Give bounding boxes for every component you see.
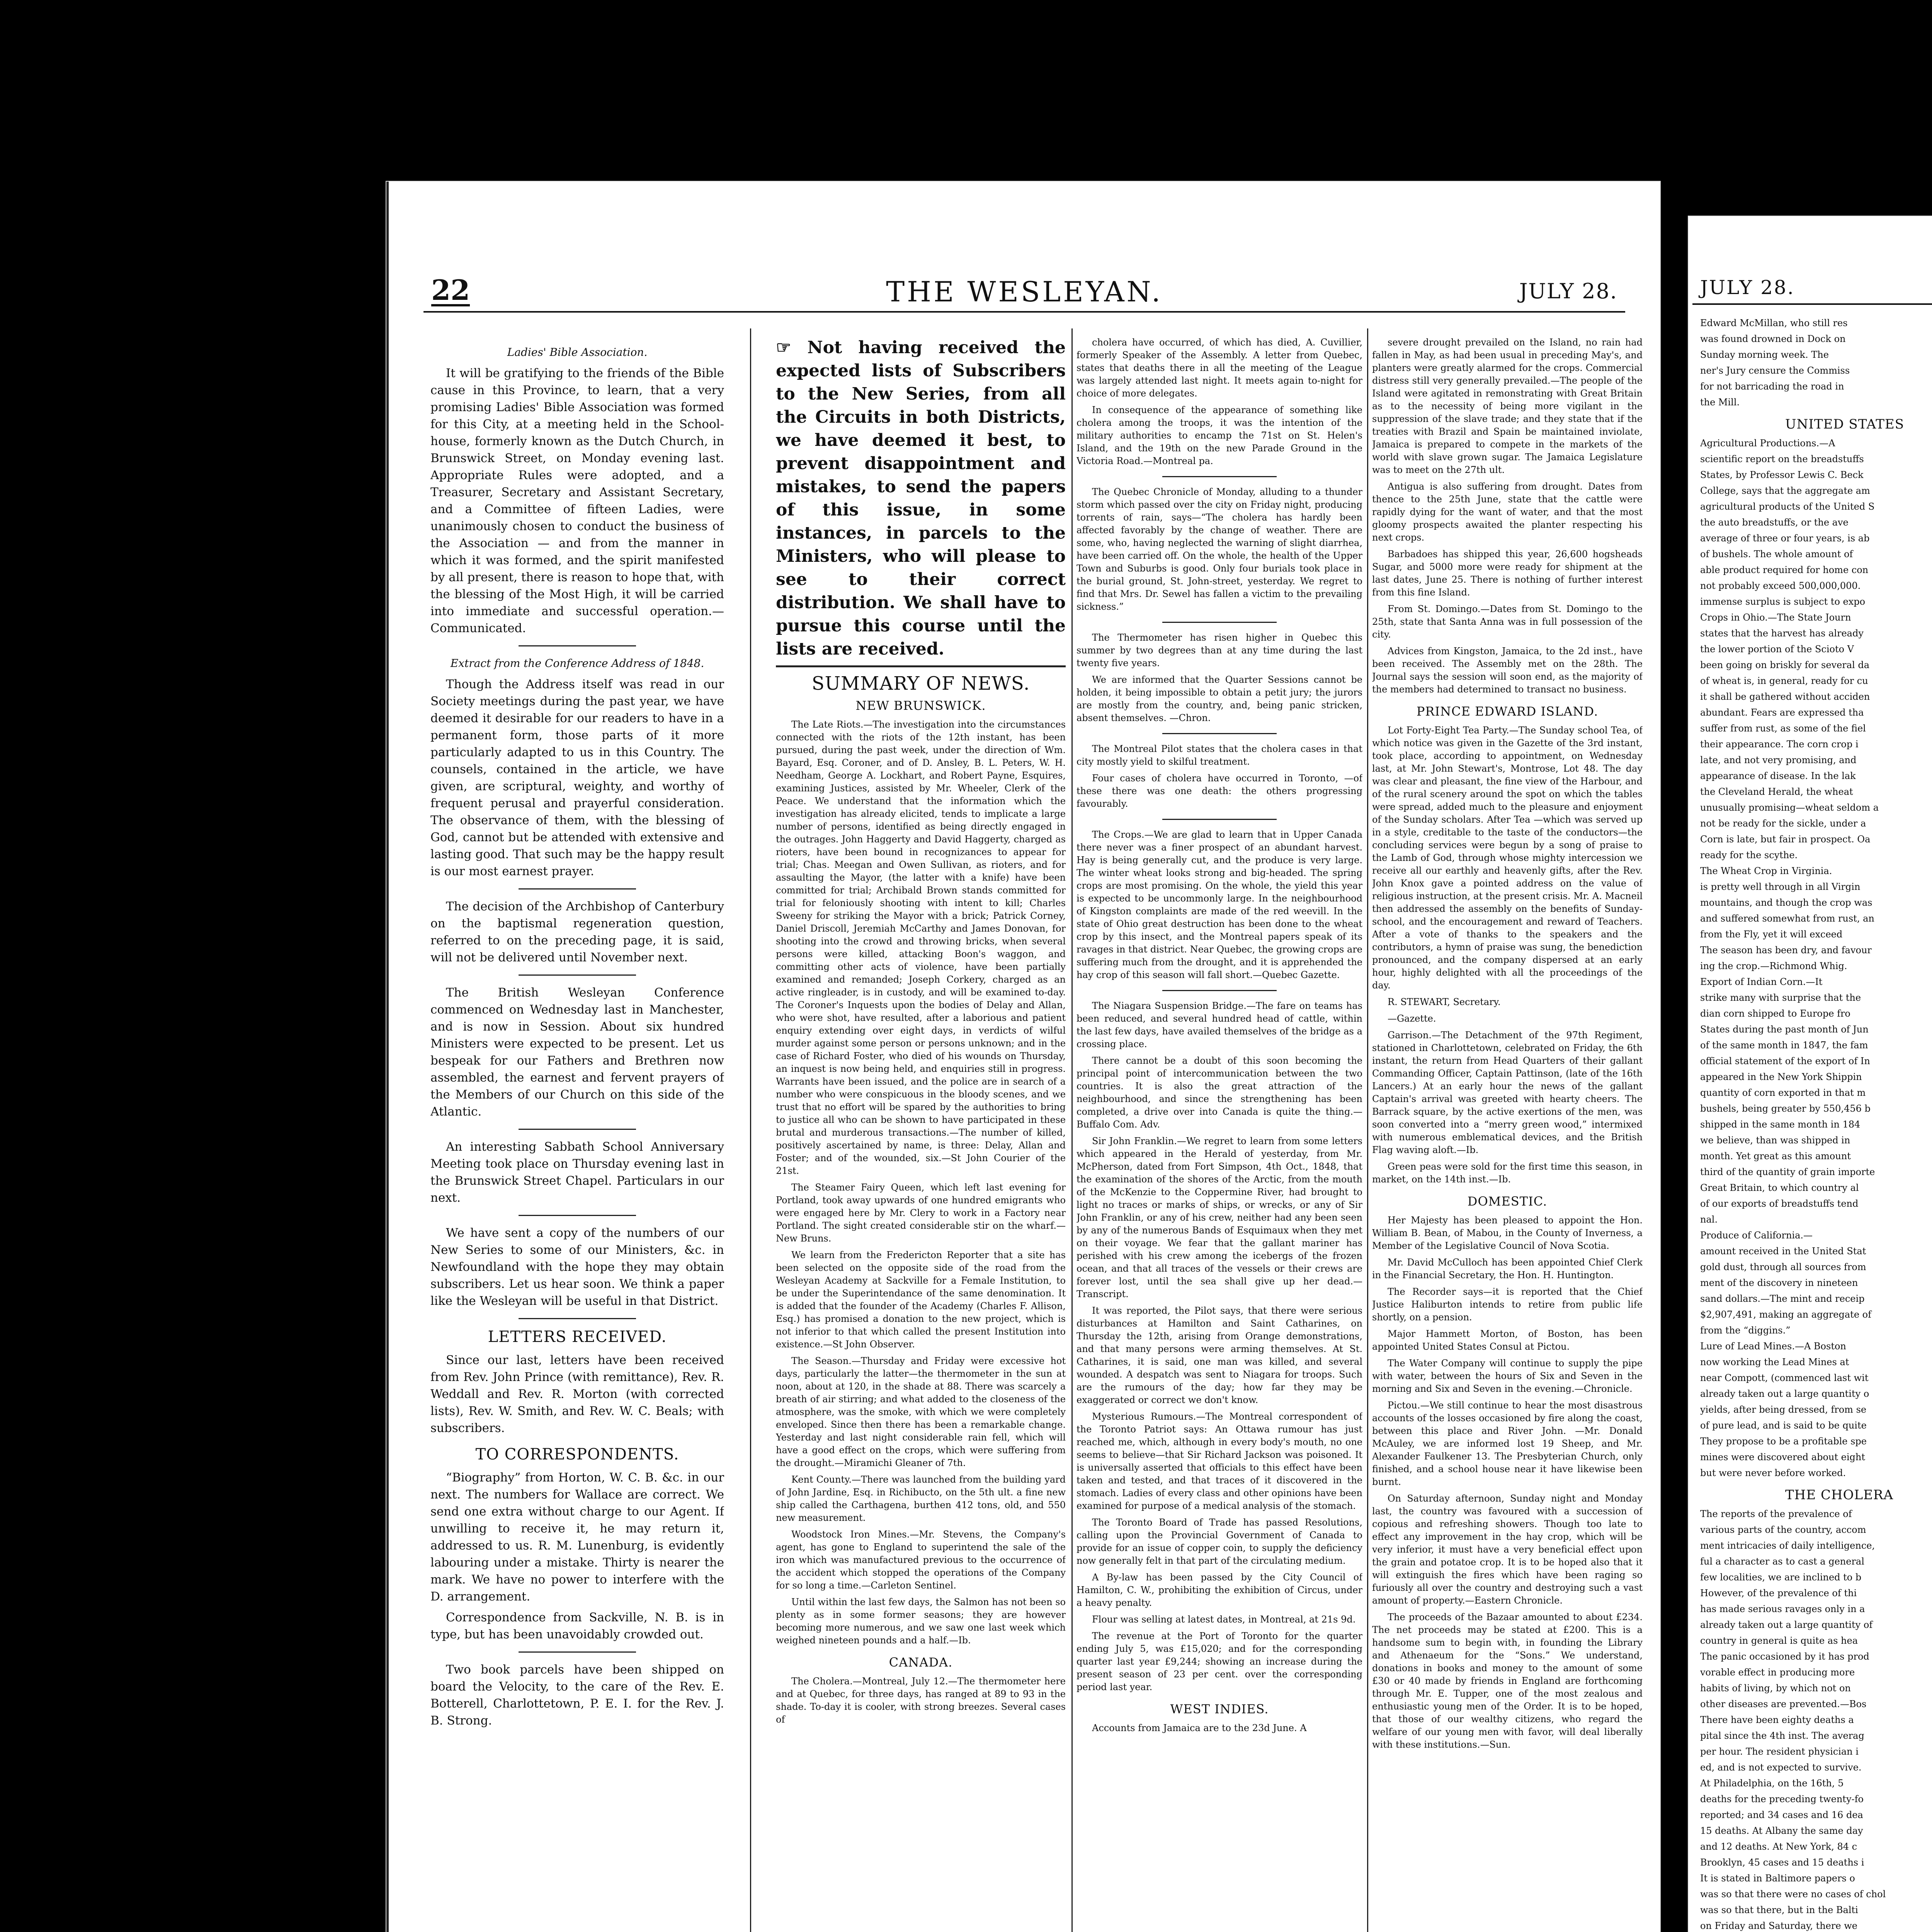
article-paragraph: deaths for the preceding twenty-fo xyxy=(1700,1794,1864,1804)
section-heading: CANADA. xyxy=(889,1655,953,1670)
article-paragraph: already taken out a large quantity o xyxy=(1700,1388,1869,1399)
article-heading: Extract from the Conference Address of 1848. xyxy=(450,657,704,670)
article-paragraph: for not barricading the road in xyxy=(1700,381,1844,392)
article-paragraph: the lower portion of the Scioto V xyxy=(1700,644,1854,655)
article-paragraph: per hour. The resident physician i xyxy=(1700,1746,1859,1757)
article-paragraph: Advices from Kingston, Jamaica, to the 2d inst., have been received. The Assembly met on the 28th. The Journal says the session will soon end, as the majority of the members had determined to transact no business. xyxy=(1372,646,1643,695)
article-paragraph: ment of the discovery in nineteen xyxy=(1700,1277,1858,1288)
article-paragraph: from the Fly, yet it will exceed xyxy=(1700,929,1843,940)
article-paragraph: average of three or four years, is ab xyxy=(1700,533,1870,544)
article-paragraph: was so that there, but in the Balti xyxy=(1700,1905,1858,1915)
article-paragraph: is pretty well through in all Virgin xyxy=(1700,881,1861,892)
article-paragraph: The proceeds of the Bazaar amounted to about £234. The net proceeds may be stated at £200. This is a handsome sum to begin with, in founding the Library and Athenaeum for the “Sons.” We understand, donations in books and money to the amount of some £30 or 40 made by friends in England are forthcoming through Mr. E. Tupper, one of the most zealous and enthusiastic young men of the Order. It is to be hoped, that those of our wealthy citizens, who regard the welfare of our young men with favor, will deal liberally with these institutions.—Sun. xyxy=(1372,1612,1643,1750)
article-paragraph: of pure lead, and is said to be quite xyxy=(1700,1420,1867,1431)
article-paragraph: Produce of California.— xyxy=(1700,1230,1813,1241)
article-paragraph: Pictou.—We still continue to hear the most disastrous accounts of the losses occasioned by fire along the coast, between this place and River John. —Mr. Donald McAuley, we are informed lost 19 Sheep, and Mr. Alexander Faulkener 13. The Presbyterian Church, only finished, and a school house near it have likewise been burnt. xyxy=(1372,1400,1643,1487)
article-paragraph: Though the Address itself was read in our Society meetings during the past year, we have deemed it desirable for our readers to have in a permanent form, those parts of it more particularly adapted to us in this Country. The counsels, contained in the article, we have given, are scriptural, weighty, and worthy of frequent perusal and prayerful consideration. The observance of them, with the blessing of God, cannot but be attended with extensive and lasting good. That such may be the happy result is our most earnest prayer. xyxy=(430,677,724,878)
article-paragraph: we believe, than was shipped in xyxy=(1700,1135,1850,1146)
page-number: 22 xyxy=(431,274,470,306)
newspaper-page xyxy=(386,182,1660,1932)
article-paragraph: Woodstock Iron Mines.—Mr. Stevens, the Company's agent, has gone to England to superintend the sale of the iron which was manufactured previous to the occurrence of the accident which stopped the operations of the Company for so long a time.—Carleton Sentinel. xyxy=(776,1529,1066,1591)
article-paragraph: near Compott, (commenced last wit xyxy=(1700,1372,1869,1383)
article-paragraph: The reports of the prevalence of xyxy=(1700,1509,1852,1519)
article-paragraph: The revenue at the Port of Toronto for the quarter ending July 5, was £15,020; and for the corresponding quarter last year £9,244; showing an increase during the present season of 23 per cent. over the corresponding period last year. xyxy=(1077,1631,1362,1692)
article-paragraph: R. STEWART, Secretary. xyxy=(1388,997,1501,1007)
article-paragraph: From St. Domingo.—Dates from St. Domingo to the 25th, state that Santa Anna was in full possession of the city. xyxy=(1372,604,1643,640)
separator xyxy=(519,1651,636,1653)
article-paragraph: appearance of disease. In the lak xyxy=(1700,770,1856,781)
article-paragraph: The Wheat Crop in Virginia. xyxy=(1700,866,1832,876)
article-paragraph: Brooklyn, 45 cases and 15 deaths i xyxy=(1700,1857,1864,1868)
article-paragraph: ful a character as to cast a general xyxy=(1700,1556,1864,1567)
article-paragraph: ed, and is not expected to survive. xyxy=(1700,1762,1862,1773)
article-paragraph: Green peas were sold for the first time this season, in market, on the 14th inst.—Ib. xyxy=(1372,1161,1643,1185)
article-paragraph: Flour was selling at latest dates, in Montreal, at 21s 9d. xyxy=(1092,1614,1356,1625)
article-paragraph: An interesting Sabbath School Anniversary Meeting took place on Thursday evening last in the Brunswick Street Chapel. Particulars in our next. xyxy=(430,1140,724,1205)
article-paragraph: It was reported, the Pilot says, that there were serious disturbances at Hamilton and Saint Catharines, on Thursday the 12th, arising from Orange demonstrations, and that many persons were arming themselves. At St. Catharines, it is said, one man was killed, and several wounded. A despatch was sent to Niagara for troops. Such are the rumours of the day; how far they may be exaggerated or correct we don't know. xyxy=(1077,1305,1362,1405)
article-paragraph: Agricultural Productions.—A xyxy=(1700,438,1835,449)
article-paragraph: States during the past month of Jun xyxy=(1700,1024,1869,1035)
article-paragraph: $2,907,491, making an aggregate of xyxy=(1700,1309,1871,1320)
article-paragraph: nal. xyxy=(1700,1214,1718,1225)
article-paragraph: on Friday and Saturday, there we xyxy=(1700,1920,1857,1931)
article-paragraph: their appearance. The corn crop i xyxy=(1700,739,1859,750)
article-paragraph: Mr. David McCulloch has been appointed Chief Clerk in the Financial Secretary, the Hon. H. Huntington. xyxy=(1372,1257,1643,1281)
article-paragraph: Crops in Ohio.—The State Journ xyxy=(1700,612,1851,623)
article-paragraph: few localities, we are inclined to b xyxy=(1700,1572,1862,1583)
article-paragraph: States, by Professor Lewis C. Beck xyxy=(1700,469,1864,480)
header-rule xyxy=(423,311,1625,313)
article-paragraph: the Mill. xyxy=(1700,397,1740,408)
article-paragraph: able product required for home con xyxy=(1700,565,1869,575)
article-paragraph: Edward McMillan, who still res xyxy=(1700,318,1848,328)
separator xyxy=(1162,819,1277,820)
article-paragraph: official statement of the export of In xyxy=(1700,1056,1870,1066)
article-paragraph: and 12 deaths. At New York, 84 c xyxy=(1700,1841,1857,1852)
separator xyxy=(519,1215,636,1216)
article-paragraph: The decision of the Archbishop of Canterbury on the baptismal regeneration question, referred to on the preceding page, it is said, will not be delivered until November next. xyxy=(430,900,724,964)
article-heading: Ladies' Bible Association. xyxy=(507,346,648,359)
article-paragraph: The British Wesleyan Conference commenced on Wednesday last in Manchester, and is now in Session. About six hundred Ministers were expected to be present. Let us bespeak for our Fathers and Brethren now assembled, the earnest and fervent prayers of the Members of our Church on this side of the Atlantic. xyxy=(430,986,724,1119)
article-paragraph: country in general is quite as hea xyxy=(1700,1635,1858,1646)
section-heading: DOMESTIC. xyxy=(1467,1194,1548,1209)
column-2 xyxy=(776,336,1066,1932)
article-paragraph: strike many with surprise that the xyxy=(1700,992,1861,1003)
summary-title: SUMMARY OF NEWS. xyxy=(811,673,1030,694)
article-paragraph: of our exports of breadstuffs tend xyxy=(1700,1198,1859,1209)
article-paragraph: The Niagara Suspension Bridge.—The fare on teams has been reduced, and several hundred head of cattle, within the last few days, have availed themselves of the bridge as a crossing place. xyxy=(1077,1000,1362,1049)
article-paragraph: mines were discovered about eight xyxy=(1700,1452,1865,1463)
column-2-articles xyxy=(776,699,1066,1726)
article-paragraph: ready for the scythe. xyxy=(1700,850,1798,861)
article-paragraph: Sunday morning week. The xyxy=(1700,349,1829,360)
article-paragraph: Export of Indian Corn.—It xyxy=(1700,976,1823,987)
article-paragraph: amount received in the United Stat xyxy=(1700,1246,1866,1257)
column-divider xyxy=(1071,328,1073,1932)
article-paragraph: 15 deaths. At Albany the same day xyxy=(1700,1825,1863,1836)
section-heading: NEW BRUNSWICK. xyxy=(855,698,986,713)
article-paragraph: College, says that the aggregate am xyxy=(1700,485,1870,496)
article-paragraph: unusually promising—wheat seldom a xyxy=(1700,802,1879,813)
section-heading: THE CHOLERA xyxy=(1785,1487,1894,1503)
article-paragraph: agricultural products of the United S xyxy=(1700,501,1875,512)
article-paragraph: Two book parcels have been shipped on board the Velocity, to the care of the Rev. E. Botterell, Charlottetown, P. E. I. for the Rev. J. B. Strong. xyxy=(430,1663,724,1728)
article-paragraph: Accounts from Jamaica are to the 23d June. A xyxy=(1092,1723,1307,1733)
article-paragraph: A By-law has been passed by the City Council of Hamilton, C. W., prohibiting the exhibition of Circus, under a heavy penalty. xyxy=(1077,1572,1362,1608)
article-paragraph: late, and not very promising, and xyxy=(1700,755,1857,765)
article-paragraph: Her Majesty has been pleased to appoint the Hon. William B. Bean, of Mabou, in the County of Inverness, a Member of the Legislative Council of Nova Scotia. xyxy=(1372,1215,1643,1251)
article-paragraph: Lot Forty-Eight Tea Party.—The Sunday school Tea, of which notice was given in the Gazette of the 3rd instant, took place, according to appointment, on Wednesday last, at Mr. John Stewart's, Montrose, Lot 48. The day was clear and pleasant, the fine view of the Harbour, and of the rural scenery around the spot on which the tables were spread, added much to the pleasure and enjoyment of the Sunday scholars. After Tea —which was served up in a style, creditable to the taste of the conductors—the concluding services were begun by a song of praise to the Lamb of God, through whose mighty intercession we receive all our earthly and heavenly gifts, after the Rev. John Knox gave a pointed address on the value of religious instruction, at the present crisis. Mr. A. Macneil then addressed the assembly on the benefits of Sunday-school, and the encouragement and reward of Teachers. After a vote of thanks to the speakers and the contributors, a hymn of praise was sung, the benediction pronounced, and the company dispersed at an early hour, highly delighted with all the proceedings of the day. xyxy=(1372,725,1643,991)
section-heading: UNITED STATES xyxy=(1785,417,1904,432)
article-paragraph: was so that there were no cases of chol xyxy=(1700,1889,1886,1900)
article-paragraph: Kent County.—There was launched from the building yard of John Jardine, Esq. in Richibucto, on the 5th ult. a fine new ship called the Carthagena, burthen 412 tons, old, and 550 new measurement. xyxy=(776,1474,1066,1523)
article-paragraph: appeared in the New York Shippin xyxy=(1700,1071,1862,1082)
article-paragraph: There have been eighty deaths a xyxy=(1700,1714,1854,1725)
separator xyxy=(519,1318,636,1319)
article-paragraph: Major Hammett Morton, of Boston, has been appointed United States Consul at Pictou. xyxy=(1372,1328,1643,1352)
article-paragraph: Great Britain, to which country al xyxy=(1700,1182,1859,1193)
article-paragraph: Correspondence from Sackville, N. B. is in type, but has been unavoidably crowded out. xyxy=(430,1611,724,1641)
article-paragraph: yields, after being dressed, from se xyxy=(1700,1404,1867,1415)
article-paragraph: However, of the prevalence of thi xyxy=(1700,1588,1857,1599)
header-rule xyxy=(1692,303,1932,305)
adjacent-page-column xyxy=(1700,317,1932,1932)
article-paragraph: The Steamer Fairy Queen, which left last evening for Portland, took away upwards of one hundred emigrants who were engaged here by Mr. Clery to work in a Factory near Portland. The sight created considerable stir on the wharf.—New Bruns. xyxy=(776,1182,1066,1244)
column-3 xyxy=(1077,336,1362,1932)
article-paragraph: the auto breadstuffs, or the ave xyxy=(1700,517,1849,528)
article-paragraph: reported; and 34 cases and 16 dea xyxy=(1700,1810,1863,1820)
article-paragraph: It will be gratifying to the friends of the Bible cause in this Province, to learn, that a very promising Ladies' Bible Association was formed for this City, at a meeting held in the School-house, formerly known as the Dutch Church, in Brunswick Street, on Monday evening last. Appropriate Rules were adopted, and a Treasurer, Secretary and Assistant Secretary, and a Committee of fifteen Ladies, were unanimously chosen to conduct the business of the Association — and from the manner in which it was formed, and the spirit manifested by all present, there is reason to hope that, with the blessing of the Most High, it will be carried into immediate and successful operation.—Communicated. xyxy=(430,366,724,635)
article-paragraph: The Crops.—We are glad to learn that in Upper Canada there never was a finer prospect of an abundant harvest. Hay is being generally cut, and the produce is very large. The winter wheat looks strong and big-headed. The spring crops are most promising. On the whole, the yield this year is expected to be uncommonly large. In the neighbourhood of Kingston complaints are made of the red weevill. In the state of Ohio great destruction has been done to the wheat crop by this insect, and the Montreal papers speak of its ravages in that district. Near Quebec, the growing crops are suffering much from the drought, and it is apprehended the hay crop of this season will fall short.—Quebec Gazette. xyxy=(1077,829,1362,980)
section-heading: PRINCE EDWARD ISLAND. xyxy=(1416,704,1599,719)
article-paragraph: Barbadoes has shipped this year, 26,600 hogsheads Sugar, and 5000 more were ready for shipment at the last dates, June 25. There is nothing of further interest from this fine Island. xyxy=(1372,549,1643,598)
article-paragraph: and suffered somewhat from rust, an xyxy=(1700,913,1874,924)
article-paragraph: the Cleveland Herald, the wheat xyxy=(1700,786,1853,797)
separator xyxy=(1162,476,1277,477)
article-paragraph: immense surplus is subject to expo xyxy=(1700,596,1866,607)
separator xyxy=(519,1129,636,1130)
article-paragraph: Sir John Franklin.—We regret to learn from some letters which appeared in the Herald of yesterday, from Mr. McPherson, dated from Fort Simpson, 4th Oct., 1848, that the examination of the shores of the Arctic, from the mouth of the McKenzie to the Coppermine River, had brought to light no traces or marks of ships, or wrecks, or any of Sir John Franklin, or any of his crew, neither had any been seen by any of the numerous Bands of Esquimaux when they met on their voyage. We fear that the gallant mariner has perished with his crew among the icebergs of the frozen ocean, and that all traces of the vessels or their crews are forever lost, until the sea shall give up her dead.—Transcript. xyxy=(1077,1136,1362,1299)
article-paragraph: scientific report on the breadstuffs xyxy=(1700,454,1864,464)
adjacent-page xyxy=(1689,216,1932,1932)
article-paragraph: not probably exceed 500,000,000. xyxy=(1700,580,1861,591)
column-divider xyxy=(750,328,751,1932)
article-paragraph: The Late Riots.—The investigation into the circumstances connected with the riots of the 12th instant, has been pursued, during the past week, under the direction of Wm. Bayard, Esq. Coroner, and of D. Ansley, B. L. Peters, W. H. Needham, George A. Lockhart, and Robert Payne, Esquires, examining Justices, assisted by Mr. Wheeler, Clerk of the Peace. We understand that the information which the investigation has already elicited, tends to implicate a large number of persons, identified as being directly engaged in the outrages. John Haggerty and David Haggerty, charged as rioters, have been bound in recognizances to appear for trial; Chas. Meegan and Owen Sullivan, as rioters, and for assaulting the Mayor, (the latter with a knife) have been committed for trial; Archibald Brown stands committed for trial for feloniously shooting with intent to kill; Charles Sweeny for striking the Mayor with a brick; Patrick Corney, Daniel Driscoll, Jeremiah McCarthy and James Donovan, for shooting into the crowd and throwing bricks, when several persons were killed, attacking Boon's waggon, and committing other acts of violence, have been partially examined and remanded; Joseph Corkery, charged as an active ringleader, is in custody, and will be examined to-day. The Coroner's Inquests upon the bodies of Delay and Allan, who were shot, have resulted, after a laborious and patient enquiry extending over eight days, in verdicts of wilful murder against some person or persons unknown; and in the case of Richard Foster, who died of his wounds on Thursday, an inquest is now being held, and enquiries still in progress. Warrants have been issued, and the police are in search of a number who were conspicuous in the bloody scenes, and we trust that no effort will be spared by the authorities to bring to justice all who can be shown to have participated in these brutal and murderous transactions.—The number of killed, positively ascertained by name, is three: Delay, Allan and Foster; and of the wounded, six.—St John Courier of the 21st. xyxy=(776,719,1066,1176)
article-paragraph: severe drought prevailed on the Island, no rain had fallen in May, as had been usual in preceding May's, and planters were greatly alarmed for the crops. Commercial distress still very generally prevailed.—The people of the Island were agitated in remonstrating with Great Britain as to the necessity of being more vigilant in the suppression of the slave trade; and they state that if the treaties with Brazil and Spain be maintained inviolate, Jamaica is prepared to compete in the markets of the world with slave grown sugar. The Jamaica Legislature was to meet on the 27th ult. xyxy=(1372,337,1643,475)
article-paragraph: but were never before worked. xyxy=(1700,1468,1846,1478)
separator xyxy=(1162,622,1277,623)
column-4 xyxy=(1372,336,1643,1932)
article-paragraph: gold dust, through all sources from xyxy=(1700,1262,1866,1272)
article-paragraph: already taken out a large quantity of xyxy=(1700,1619,1873,1630)
article-paragraph: We are informed that the Quarter Sessions cannot be holden, it being impossible to obtain a petit jury; the jurors are mostly from the country, and, being panic stricken, absent themselves. —Chron. xyxy=(1077,674,1362,723)
article-paragraph: The Season.—Thursday and Friday were excessive hot days, particularly the latter—the thermometer in the sun at noon, about at 120, in the shade at 88. There was scarcely a breath of air stirring; and what added to the closeness of the atmosphere, was the smoke, with which we were completely enveloped. Since then there has been a remarkable change. Yesterday and last night considerable rain fell, which will have a good effect on the crops, which were suffering from the drought.—Miramichi Gleaner of 7th. xyxy=(776,1355,1066,1468)
article-paragraph: ing the crop.—Richmond Whig. xyxy=(1700,961,1847,971)
separator xyxy=(1162,990,1277,991)
article-paragraph: —Gazette. xyxy=(1388,1013,1436,1024)
subscribers-notice: ☞ Not having received the expected lists of Subscribers to the New Series, from all the Circuits in both Districts, we have deemed it best, to prevent disappointment and mistakes, to send the papers of this issue, in some instances, in parcels to the Ministers, who will please to see to their correct distribution. We shall have to pursue this course until the lists are received. xyxy=(776,338,1066,659)
article-paragraph: The panic occasioned by it has prod xyxy=(1700,1651,1869,1662)
article-paragraph: of wheat is, in general, ready for cu xyxy=(1700,675,1868,686)
article-paragraph: suffer from rust, as some of the fiel xyxy=(1700,723,1866,734)
article-paragraph: was found drowned in Dock on xyxy=(1700,333,1846,344)
article-paragraph: The season has been dry, and favour xyxy=(1700,945,1872,956)
article-paragraph: The Quebec Chronicle of Monday, alluding to a thunder storm which passed over the city on Friday night, producing torrents of rain, says—“The cholera has hardly been affected favorably by the change of weather. There are some, who, having neglected the warning of slight diarrhea, have been carried off. On the whole, the health of the Upper Town and Suburbs is good. Only four burials took place in the burial ground, St. John-street, yesterday. We regret to find that Mrs. Dr. Sewel has fallen a victim to the prevailing sickness.” xyxy=(1077,486,1362,612)
separator xyxy=(519,888,636,889)
separator xyxy=(1162,733,1277,734)
newspaper-title: THE WESLEYAN. xyxy=(886,276,1163,308)
article-paragraph: The Toronto Board of Trade has passed Resolutions, calling upon the Provincial Government of Canada to provide for an issue of copper coin, to supply the deficiency now generally felt in that part of the circulating medium. xyxy=(1077,1517,1362,1566)
column-1 xyxy=(430,336,724,1932)
article-paragraph: not be ready for the sickle, under a xyxy=(1700,818,1866,829)
separator xyxy=(519,645,636,646)
article-paragraph: it shall be gathered without acciden xyxy=(1700,691,1870,702)
article-paragraph: now working the Lead Mines at xyxy=(1700,1357,1849,1367)
article-paragraph: The Recorder says—it is reported that the Chief Justice Haliburton intends to retire from public life shortly, on a pension. xyxy=(1372,1286,1643,1323)
section-heading: TO CORRESPONDENTS. xyxy=(475,1446,679,1463)
article-paragraph: The Montreal Pilot states that the cholera cases in that city mostly yield to skilful treatment. xyxy=(1077,743,1362,767)
article-paragraph: They propose to be a profitable spe xyxy=(1700,1436,1867,1447)
masthead xyxy=(431,274,1617,308)
article-paragraph: Mysterious Rumours.—The Montreal correspondent of the Toronto Patriot says: An Ottawa rumour has just reached me, which, although in every body's mouth, no one seems to believe—that Sir Richard Jackson was poisoned. It is universally asserted that officials to this effect have been taken and tested, and that traces of it discovered in the stomach. Ladies of every class and other opinions have been examined for purpose of a medical analysis of the stomach. xyxy=(1077,1411,1362,1511)
adjacent-page-date: JULY 28. xyxy=(1700,276,1795,299)
article-paragraph: shipped in the same month in 184 xyxy=(1700,1119,1861,1130)
article-paragraph: The Water Company will continue to supply the pipe with water, between the hours of Six and Seven in the morning and Six and Seven in the evening.—Chronicle. xyxy=(1372,1358,1643,1394)
article-paragraph: other diseases are prevented.—Bos xyxy=(1700,1699,1867,1709)
issue-date: JULY 28. xyxy=(1519,279,1617,303)
separator xyxy=(776,665,1066,667)
article-paragraph: We have sent a copy of the numbers of our New Series to some of our Ministers, &c. in Newfoundland with the hope they may obtain subscribers. Let us hear soon. We think a paper like the Wesleyan will be useful in that District. xyxy=(430,1226,724,1308)
article-paragraph: Four cases of cholera have occurred in Toronto, —of these there was one death: the others progressing favourably. xyxy=(1077,773,1362,809)
article-paragraph: vorable effect in producing more xyxy=(1700,1667,1855,1678)
article-paragraph: Since our last, letters have been received from Rev. John Prince (with remittance), Rev. R. Weddall and Rev. R. Morton (with corrected lists), Rev. W. Smith, and Rev. W. C. Beals; with subscribers. xyxy=(430,1353,724,1435)
section-heading: WEST INDIES. xyxy=(1170,1702,1269,1716)
column-divider xyxy=(1367,328,1368,1932)
separator xyxy=(519,975,636,976)
article-paragraph: The Thermometer has risen higher in Quebec this summer by two degrees than at any time during the last twenty five years. xyxy=(1077,632,1362,668)
article-paragraph: We learn from the Fredericton Reporter that a site has been selected on the opposite side of the road from the Wesleyan Academy at Sackville for a Female Institution, to be under the Superintendance of the same denomination. It is added that the founder of the Academy (Charles F. Allison, Esq.) has promised a donation to the new project, which is not inferior to that which called the present Institution into existence.—St John Observer. xyxy=(776,1250,1066,1350)
article-paragraph: abundant. Fears are expressed tha xyxy=(1700,707,1864,718)
article-paragraph: ment intricacies of daily intelligence, xyxy=(1700,1540,1875,1551)
article-paragraph: third of the quantity of grain importe xyxy=(1700,1167,1875,1177)
article-paragraph: has made serious ravages only in a xyxy=(1700,1604,1865,1614)
article-paragraph: Garrison.—The Detachment of the 97th Regiment, stationed in Charlottetown, celebrated on Friday, the 6th instant, the return from Head Quarters of their gallant Commanding Officer, Captain Pattinson, (late of the 16th Lancers.) At an early hour the news of the gallant Captain's arrival was greeted with hearty cheers. The Barrack square, by the active exertions of the men, was soon converted into a “merry green wood,” intermixed with numerous emblematical devices, and the British Flag waving aloft.—Ib. xyxy=(1372,1030,1643,1155)
article-paragraph: been going on briskly for several da xyxy=(1700,660,1870,670)
article-paragraph: quantity of corn exported in that m xyxy=(1700,1087,1866,1098)
article-paragraph: bushels, being greater by 550,456 b xyxy=(1700,1103,1871,1114)
article-paragraph: dian corn shipped to Europe fro xyxy=(1700,1008,1850,1019)
article-paragraph: The Cholera.—Montreal, July 12.—The thermometer here and at Quebec, for three days, has ranged at 89 to 93 in the shade. To-day it is cooler, with strong breezes. Several cases of xyxy=(776,1676,1066,1725)
article-paragraph: pital since the 4th inst. The averag xyxy=(1700,1730,1864,1741)
article-paragraph: In consequence of the appearance of something like cholera among the troops, it was the intention of the military authorities to encamp the 71st on St. Helen's Island, and the 19th on the new Parade Ground in the Victoria Road.—Montreal pa. xyxy=(1077,405,1362,466)
article-paragraph: On Saturday afternoon, Sunday night and Monday last, the country was favoured with a succession of copious and refreshing showers. Though too late to effect any improvement in the hay crop, which will be very inferior, it must have a very beneficial effect upon the grain and potatoe crop. It is to be hoped also that it will extinguish the fires which have been raging so furiously all over the country and destroying such a vast amount of property.—Eastern Chronicle. xyxy=(1372,1493,1643,1606)
section-heading: LETTERS RECEIVED. xyxy=(488,1328,667,1346)
article-paragraph: mountains, and though the crop was xyxy=(1700,897,1872,908)
article-paragraph: of the same month in 1847, the fam xyxy=(1700,1040,1868,1051)
article-paragraph: “Biography” from Horton, W. C. B. &c. in our next. The numbers for Wallace are correct. We send one extra without charge to our Agent. If unwilling to receive it, he may return it, addressed to us. R. M. Lunenburg, is evidently labouring under a mistake. Thirty is nearer the mark. We have no power to interfere with the D. arrangement. xyxy=(430,1471,724,1604)
article-paragraph: At Philadelphia, on the 16th, 5 xyxy=(1700,1778,1844,1789)
article-paragraph: various parts of the country, accom xyxy=(1700,1524,1866,1535)
article-paragraph: Until within the last few days, the Salmon has not been so plenty as in some former seasons; they are however becoming more numerous, and we saw one last week which weighed nineteen pounds and a half.—Ib. xyxy=(776,1597,1066,1646)
article-paragraph: of bushels. The whole amount of xyxy=(1700,549,1853,560)
article-paragraph: Lure of Lead Mines.—A Boston xyxy=(1700,1341,1846,1352)
article-paragraph: states that the harvest has already xyxy=(1700,628,1864,639)
article-paragraph: sand dollars.—The mint and receip xyxy=(1700,1293,1865,1304)
article-paragraph: habits of living, by which not on xyxy=(1700,1683,1851,1694)
article-paragraph: from the “diggins.” xyxy=(1700,1325,1791,1336)
article-paragraph: month. Yet great as this amount xyxy=(1700,1151,1851,1162)
article-paragraph: ner's Jury censure the Commiss xyxy=(1700,365,1850,376)
article-paragraph: It is stated in Baltimore papers o xyxy=(1700,1873,1855,1884)
article-paragraph: Corn is late, but fair in prospect. Oa xyxy=(1700,834,1871,845)
article-paragraph: There cannot be a doubt of this soon becoming the principal point of intercommunication between the two countries. It is also the great attraction of the neighbourhood, and since the strengthening has been completed, a drive over into Canada is quite the thing.—Buffalo Com. Adv. xyxy=(1077,1055,1362,1130)
article-paragraph: Antigua is also suffering from drought. Dates from thence to the 25th June, state that the cattle were rapidly dying for the want of water, and that the most gloomy prospects awaited the planter respecting his next crops. xyxy=(1372,481,1643,543)
article-paragraph: cholera have occurred, of which has died, A. Cuvillier, formerly Speaker of the Assembly. A letter from Quebec, states that deaths there in all the meeting of the League was largely attended last night. It meets again to-night for choice of more delegates. xyxy=(1077,337,1362,399)
